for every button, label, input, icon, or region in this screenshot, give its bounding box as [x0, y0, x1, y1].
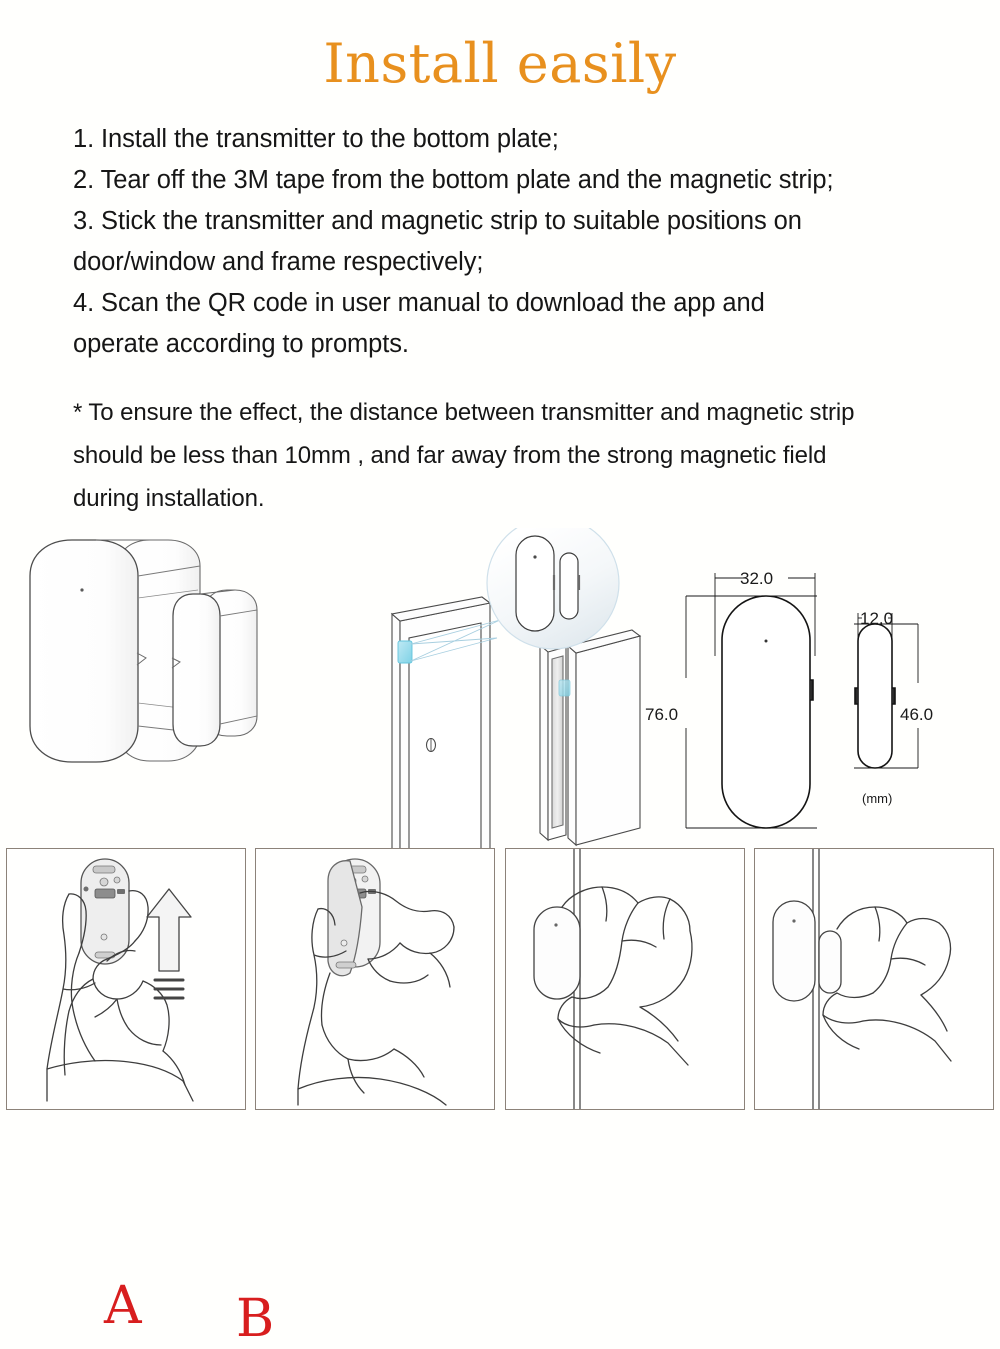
led-indicator-dot	[80, 588, 83, 591]
note-line-3: during installation.	[73, 484, 265, 512]
photo-panel-stick-magnet	[754, 848, 994, 1110]
product-pair-illustration	[30, 540, 257, 762]
transmitter-closeup	[516, 536, 554, 631]
instruction-step-3-cont: door/window and frame respectively;	[73, 247, 484, 276]
installation-note	[0, 391, 1000, 520]
sensor-position-highlight	[398, 641, 412, 663]
magnet-being-placed	[819, 931, 841, 993]
diagram-band	[0, 528, 1000, 1349]
photo-panel-slide-cover-up	[6, 848, 246, 1110]
installed-transmitter	[773, 901, 815, 1001]
product-label-b: B	[236, 1288, 275, 1349]
instruction-step-4: 4. Scan the QR code in user manual to download the app and	[73, 288, 765, 317]
magnet-closeup	[560, 553, 578, 619]
transmitter-outline	[722, 596, 810, 828]
transmitter-on-door	[534, 907, 580, 999]
installation-photo-strip	[0, 848, 1000, 1116]
note-line-2: should be less than 10mm , and far away from the strong magnetic field	[73, 441, 827, 469]
dimension-drawing	[645, 569, 933, 828]
page-title: Install easily	[323, 32, 677, 95]
photo-panel-peel-tape	[255, 848, 495, 1110]
dim-transmitter-width: 32.0	[740, 568, 774, 588]
magnet-dimension-group	[854, 613, 918, 768]
instruction-step-3: 3. Stick the transmitter and magnetic strip to suitable positions on	[73, 206, 802, 235]
note-line-1: * To ensure the effect, the distance between transmitter and magnetic strip	[73, 398, 855, 426]
door-installation-illustration	[392, 528, 640, 883]
magnet-outline	[858, 624, 892, 768]
product-label-a: A	[104, 1275, 142, 1336]
transmitter-dimension-group	[686, 573, 817, 828]
dim-magnet-height: 46.0	[900, 704, 934, 724]
instructions-list	[0, 119, 1000, 365]
diagram-svg	[0, 528, 1000, 888]
dim-unit-label: (mm)	[862, 790, 893, 806]
instruction-step-2: 2. Tear off the 3M tape from the bottom plate and the magnetic strip;	[73, 165, 834, 194]
dim-magnet-width: 12.0	[860, 608, 894, 628]
instruction-step-1: 1. Install the transmitter to the bottom plate;	[73, 124, 559, 153]
photo-panel-stick-transmitter	[505, 848, 745, 1110]
instruction-step-4-cont: operate according to prompts.	[73, 329, 409, 358]
slide-up-arrow-icon	[147, 889, 191, 971]
dim-transmitter-height: 76.0	[645, 704, 679, 724]
